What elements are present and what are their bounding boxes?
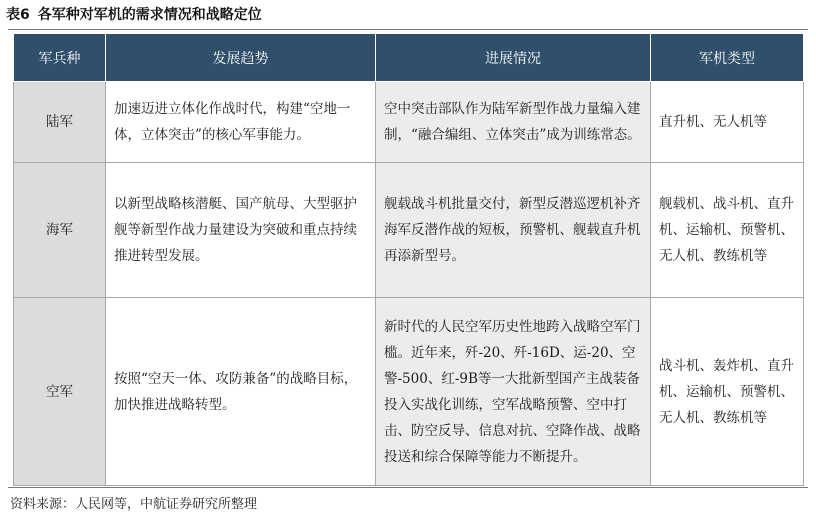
table-row <box>14 298 804 486</box>
cell-service: 海军 <box>14 163 106 298</box>
cell-trend: 以新型战略核潜艇、国产航母、大型驱护舰等新型作战力量建设为突破和重点持续推进转型发展。 <box>106 163 376 298</box>
cell-trend: 加速迈进立体化作战时代，构建“空地一体，立体突击”的核心军事能力。 <box>106 82 376 163</box>
cell-service: 陆军 <box>14 82 106 163</box>
cell-progress: 空中突击部队作为陆军新型作战力量编入建制，“融合编组、立体突击”成为训练常态。 <box>376 82 651 163</box>
table-caption <box>6 4 262 24</box>
cell-progress: 舰载战斗机批量交付，新型反潜巡逻机补齐海军反潜作战的短板，预警机、舰载直升机再添新型号。 <box>376 163 651 298</box>
cell-aircraft: 舰载机、战斗机、直升机、运输机、预警机、无人机、教练机等 <box>651 163 804 298</box>
bottom-rule <box>8 487 808 488</box>
table-row <box>14 163 804 298</box>
table-header-row <box>14 34 804 82</box>
table-number: 表6 <box>6 7 30 23</box>
table-row <box>14 82 804 163</box>
header-progress: 进展情况 <box>376 34 651 82</box>
requirements-table <box>13 33 804 486</box>
header-aircraft: 军机类型 <box>651 34 804 82</box>
table-title: 各军种对军机的需求情况和战略定位 <box>37 7 262 23</box>
cell-service: 空军 <box>14 298 106 486</box>
cell-aircraft: 直升机、无人机等 <box>651 82 804 163</box>
header-service: 军兵种 <box>14 34 106 82</box>
cell-trend: 按照“空天一体、攻防兼备”的战略目标，加快推进战略转型。 <box>106 298 376 486</box>
top-rule <box>8 29 808 30</box>
source-note: 资料来源：人民网等，中航证券研究所整理 <box>10 497 258 512</box>
cell-progress: 新时代的人民空军历史性地跨入战略空军门槛。近年来，歼-20、歼-16D、运-20、空警-500、红-9B等一大批新型国产主战装备投入实战化训练，空军战略预警、空中打击、防空反导、信息对抗、空降作战、战略投送和综合保障等能力不断提升。 <box>376 298 651 486</box>
header-trend: 发展趋势 <box>106 34 376 82</box>
cell-aircraft: 战斗机、轰炸机、直升机、运输机、预警机、无人机、教练机等 <box>651 298 804 486</box>
